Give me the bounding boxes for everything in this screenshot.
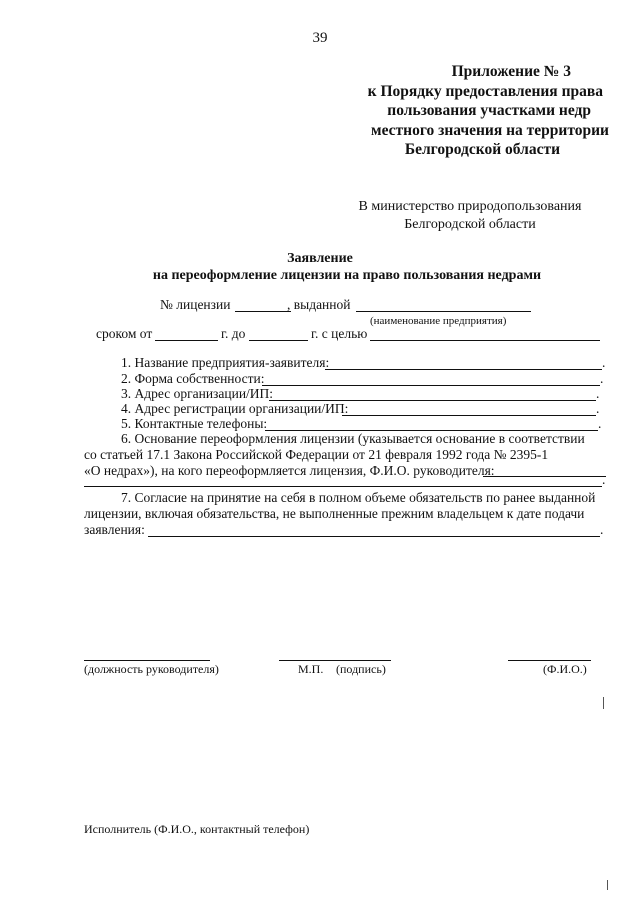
item-1-period: . — [602, 355, 606, 370]
appendix-line-2: к Порядку предоставления права — [367, 82, 603, 100]
addressee-line-1: В министерство природопользования — [358, 199, 582, 214]
term-from-field[interactable] — [155, 340, 218, 341]
term-until-field[interactable] — [249, 340, 308, 341]
executor-caption: Исполнитель (Ф.И.О., контактный телефон) — [84, 822, 310, 836]
scan-artifact — [603, 697, 604, 709]
item-3-label: 3. Адрес организации/ИП: — [121, 386, 274, 401]
license-number-field[interactable] — [235, 311, 291, 312]
purpose-label: г. с целью — [311, 326, 368, 341]
name-caption: (Ф.И.О.) — [543, 662, 587, 676]
item-4-field[interactable] — [342, 415, 596, 416]
item-5-label: 5. Контактные телефоны: — [121, 416, 268, 431]
item-6-period: . — [602, 472, 606, 487]
item-5-period: . — [598, 416, 602, 431]
signature-line[interactable] — [279, 660, 391, 661]
item-6-field[interactable] — [483, 476, 606, 477]
item-6-field-continuation[interactable] — [84, 486, 602, 487]
license-number-label: № лицензии — [160, 297, 231, 312]
issued-label: , выданной — [287, 297, 351, 312]
name-signature-line[interactable] — [508, 660, 591, 661]
appendix-title: Приложение № 3 — [451, 63, 571, 80]
purpose-field[interactable] — [370, 340, 600, 341]
until-label: г. до — [221, 326, 246, 341]
title-line-2: на переоформление лицензии на право пользования недрами — [152, 268, 542, 283]
appendix-line-5: Белгородской области — [404, 141, 560, 158]
page-number: 39 — [312, 30, 328, 46]
issued-by-field[interactable] — [356, 311, 531, 312]
signature-caption: (подпись) — [336, 662, 386, 676]
item-2-period: . — [600, 371, 604, 386]
item-6-line-2: со статьей 17.1 Закона Российской Федерации от 21 февраля 1992 года № 2395-1 — [84, 447, 549, 462]
item-6-line-3: «О недрах»), на кого переоформляется лицензия, Ф.И.О. руководителя: — [84, 463, 495, 478]
position-signature-line[interactable] — [84, 660, 210, 661]
addressee — [330, 198, 610, 234]
stamp-caption: М.П. — [298, 662, 324, 676]
item-7-line-2: лицензии, включая обязательства, не выполненные прежним владельцем к дате подачи — [84, 506, 585, 521]
item-3-period: . — [596, 386, 600, 401]
item-1-label: 1. Название предприятия-заявителя: — [121, 355, 330, 370]
issued-caption: (наименование предприятия) — [370, 315, 507, 327]
item-2-field[interactable] — [262, 385, 600, 386]
scan-artifact — [607, 880, 608, 890]
term-from-label: сроком от — [96, 326, 153, 341]
appendix-header — [289, 62, 609, 160]
item-2-label: 2. Форма собственности: — [121, 371, 265, 386]
document-title — [0, 250, 640, 284]
position-caption: (должность руководителя) — [84, 662, 219, 676]
item-7-line-3: заявления: — [84, 522, 145, 537]
item-7-line-1: 7. Согласие на принятие на себя в полном объеме обязательств по ранее выданной — [121, 490, 596, 505]
item-6-line-1: 6. Основание переоформления лицензии (указывается основание в соответствии — [121, 431, 585, 446]
item-7-field[interactable] — [148, 536, 600, 537]
appendix-line-4: местного значения на территории — [371, 121, 609, 139]
item-7-period: . — [600, 522, 604, 537]
item-4-period: . — [596, 401, 600, 416]
title-line-1: Заявление — [287, 251, 353, 266]
item-1-field[interactable] — [325, 369, 602, 370]
item-4-label: 4. Адрес регистрации организации/ИП: — [121, 401, 349, 416]
appendix-line-3: пользования участками недр — [387, 102, 591, 119]
addressee-line-2: Белгородской области — [404, 217, 536, 232]
